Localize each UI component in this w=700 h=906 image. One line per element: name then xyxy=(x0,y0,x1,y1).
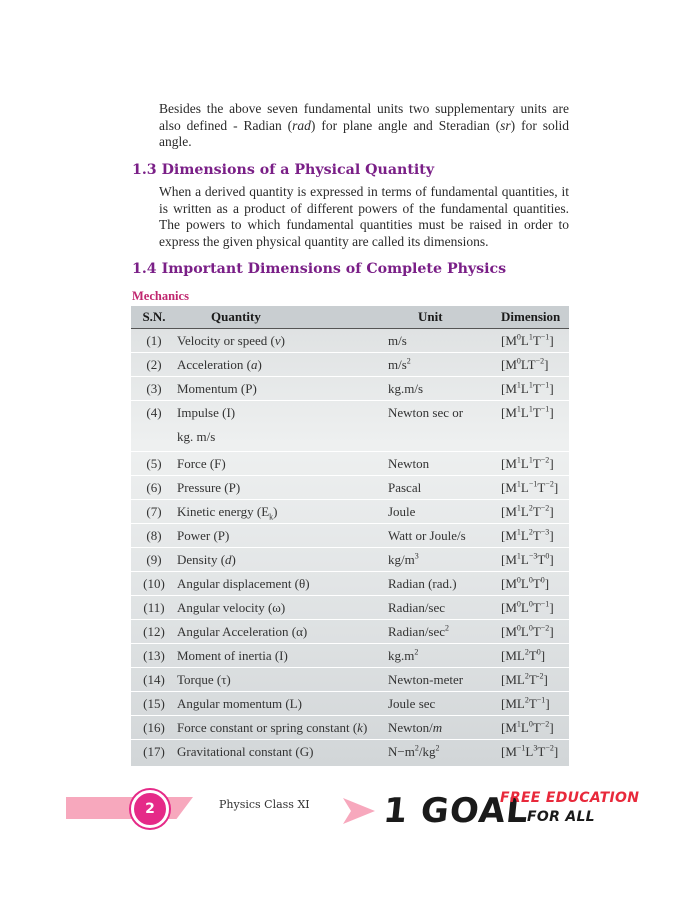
header-sn: S.N. xyxy=(131,306,177,329)
cell-sn: (3) xyxy=(131,377,177,401)
logo-tagline-line2: FOR ALL xyxy=(527,809,595,825)
logo-text: 1 GOAL xyxy=(381,791,531,831)
cell-dimension: $[ML^2T^{-1}]$ xyxy=(501,692,569,716)
cell-unit: Newton/m xyxy=(388,716,501,740)
table-row xyxy=(131,329,569,353)
cell-dimension: $[M^1L^{-1}T^{-2}]$ xyxy=(501,476,569,500)
cell-sn: (6) xyxy=(131,476,177,500)
cell-unit: $m/s^2$ xyxy=(388,353,501,377)
cell-unit: Newton sec or xyxy=(388,401,501,452)
cell-quantity: Torque (τ) xyxy=(177,668,388,692)
cell-unit: Joule sec xyxy=(388,692,501,716)
cell-unit: Radian/sec xyxy=(388,596,501,620)
table-header-row xyxy=(131,306,569,329)
cell-sn: (16) xyxy=(131,716,177,740)
cell-unit: Joule xyxy=(388,500,501,524)
cell-quantity: Moment of inertia (I) xyxy=(177,644,388,668)
cell-dimension: $[M^0L^0T^0]$ xyxy=(501,572,569,596)
page-number: 2 xyxy=(131,790,169,828)
dimensions-table-container xyxy=(131,306,569,766)
dimensions-table xyxy=(131,306,569,763)
cell-sn: (17) xyxy=(131,740,177,764)
cell-unit: $N-m^2/kg^2$ xyxy=(388,740,501,764)
cell-unit: Pascal xyxy=(388,476,501,500)
cell-quantity: Angular displacement (θ) xyxy=(177,572,388,596)
cell-dimension: $[M^1L^0T^{-2}]$ xyxy=(501,716,569,740)
header-quantity: Quantity xyxy=(177,306,388,329)
intro-paragraph: Besides the above seven fundamental units two supplementary units are also defined - Radian (rad) for plane angle and Steradian (sr) for solid angle. xyxy=(159,101,569,149)
cell-quantity: Force constant or spring constant (k) xyxy=(177,716,388,740)
cell-quantity: Density (d) xyxy=(177,548,388,572)
cell-dimension: $[M^1L^1T^{-2}]$ xyxy=(501,452,569,476)
cell-unit: Radian (rad.) xyxy=(388,572,501,596)
table-row xyxy=(131,572,569,596)
table-row xyxy=(131,500,569,524)
cell-sn: (9) xyxy=(131,548,177,572)
cell-sn: (12) xyxy=(131,620,177,644)
cell-quantity: Angular Acceleration (α) xyxy=(177,620,388,644)
table-row xyxy=(131,644,569,668)
cell-sn: (11) xyxy=(131,596,177,620)
footer-accent-bar xyxy=(66,797,193,819)
cell-quantity: Momentum (P) xyxy=(177,377,388,401)
cell-quantity: Power (P) xyxy=(177,524,388,548)
cell-unit: Newton xyxy=(388,452,501,476)
cell-unit: $kg/m^3$ xyxy=(388,548,501,572)
table-row xyxy=(131,401,569,452)
cell-dimension: $[M^1L^1T^{-1}]$ xyxy=(501,377,569,401)
table-row xyxy=(131,596,569,620)
cell-quantity: Velocity or speed (v) xyxy=(177,329,388,353)
header-dimension: Dimension xyxy=(501,306,569,329)
section-heading-1-4: 1.4 Important Dimensions of Complete Physics xyxy=(132,261,507,277)
cell-quantity: Kinetic energy $(E_k)$ xyxy=(177,500,388,524)
header-unit: Unit xyxy=(388,306,501,329)
cell-dimension: $[M^0LT^{-2}]$ xyxy=(501,353,569,377)
table-row xyxy=(131,740,569,764)
cell-sn: (4) xyxy=(131,401,177,452)
cell-quantity: Angular velocity (ω) xyxy=(177,596,388,620)
footer-arrow-icon xyxy=(343,798,375,824)
book-title: Physics Class XI xyxy=(219,798,310,811)
cell-dimension: $[ML^2T^{-2}]$ xyxy=(501,668,569,692)
cell-sn: (1) xyxy=(131,329,177,353)
cell-quantity: Acceleration (a) xyxy=(177,353,388,377)
section-heading-1-3: 1.3 Dimensions of a Physical Quantity xyxy=(132,162,435,178)
table-row xyxy=(131,620,569,644)
cell-dimension: $[M^1L^2T^{-2}]$ xyxy=(501,500,569,524)
cell-quantity: Force (F) xyxy=(177,452,388,476)
table-row xyxy=(131,668,569,692)
cell-unit: Newton-meter xyxy=(388,668,501,692)
cell-dimension: $[M^0L^0T^{-1}]$ xyxy=(501,596,569,620)
cell-quantity: Impulse (I) kg. m/s xyxy=(177,401,388,452)
table-row xyxy=(131,716,569,740)
table-row xyxy=(131,548,569,572)
cell-sn: (2) xyxy=(131,353,177,377)
cell-sn: (7) xyxy=(131,500,177,524)
cell-quantity: Angular momentum (L) xyxy=(177,692,388,716)
cell-sn: (5) xyxy=(131,452,177,476)
cell-dimension: $[M^1L^1T^{-1}]$ xyxy=(501,401,569,452)
cell-sn: (10) xyxy=(131,572,177,596)
table-row xyxy=(131,524,569,548)
cell-dimension: $[M^1L^{-3}T^0]$ xyxy=(501,548,569,572)
cell-sn: (15) xyxy=(131,692,177,716)
table-row xyxy=(131,353,569,377)
table-row xyxy=(131,476,569,500)
cell-dimension: $[M^0L^0T^{-2}]$ xyxy=(501,620,569,644)
cell-unit: m/s xyxy=(388,329,501,353)
logo-tagline-line1: FREE EDUCATION xyxy=(500,790,640,806)
cell-unit: kg.m/s xyxy=(388,377,501,401)
cell-dimension: $[M^1L^2T^{-3}]$ xyxy=(501,524,569,548)
cell-unit: Radian/$\sec^2$ xyxy=(388,620,501,644)
table-row xyxy=(131,452,569,476)
cell-dimension: $[M^0L^1T^{-1}]$ xyxy=(501,329,569,353)
cell-unit: $kg.m^2$ xyxy=(388,644,501,668)
cell-quantity: Pressure (P) xyxy=(177,476,388,500)
cell-dimension: $[ML^2T^0]$ xyxy=(501,644,569,668)
cell-sn: (13) xyxy=(131,644,177,668)
section-1-3-body: When a derived quantity is expressed in terms of fundamental quantities, it is written as a product of different powers of the fundamental quantities. The powers to which fundamental quantities must be raised in order to express the given physical quantity are called its dimensions. xyxy=(159,184,569,249)
cell-quantity: Gravitational constant (G) xyxy=(177,740,388,764)
cell-sn: (14) xyxy=(131,668,177,692)
table-row xyxy=(131,692,569,716)
subheading-mechanics: Mechanics xyxy=(132,289,189,303)
cell-unit: Watt or Joule/s xyxy=(388,524,501,548)
cell-sn: (8) xyxy=(131,524,177,548)
one-goal-logo xyxy=(381,787,531,831)
cell-dimension: $[M^{-1}L^3T^{-2}]$ xyxy=(501,740,569,764)
table-row xyxy=(131,377,569,401)
